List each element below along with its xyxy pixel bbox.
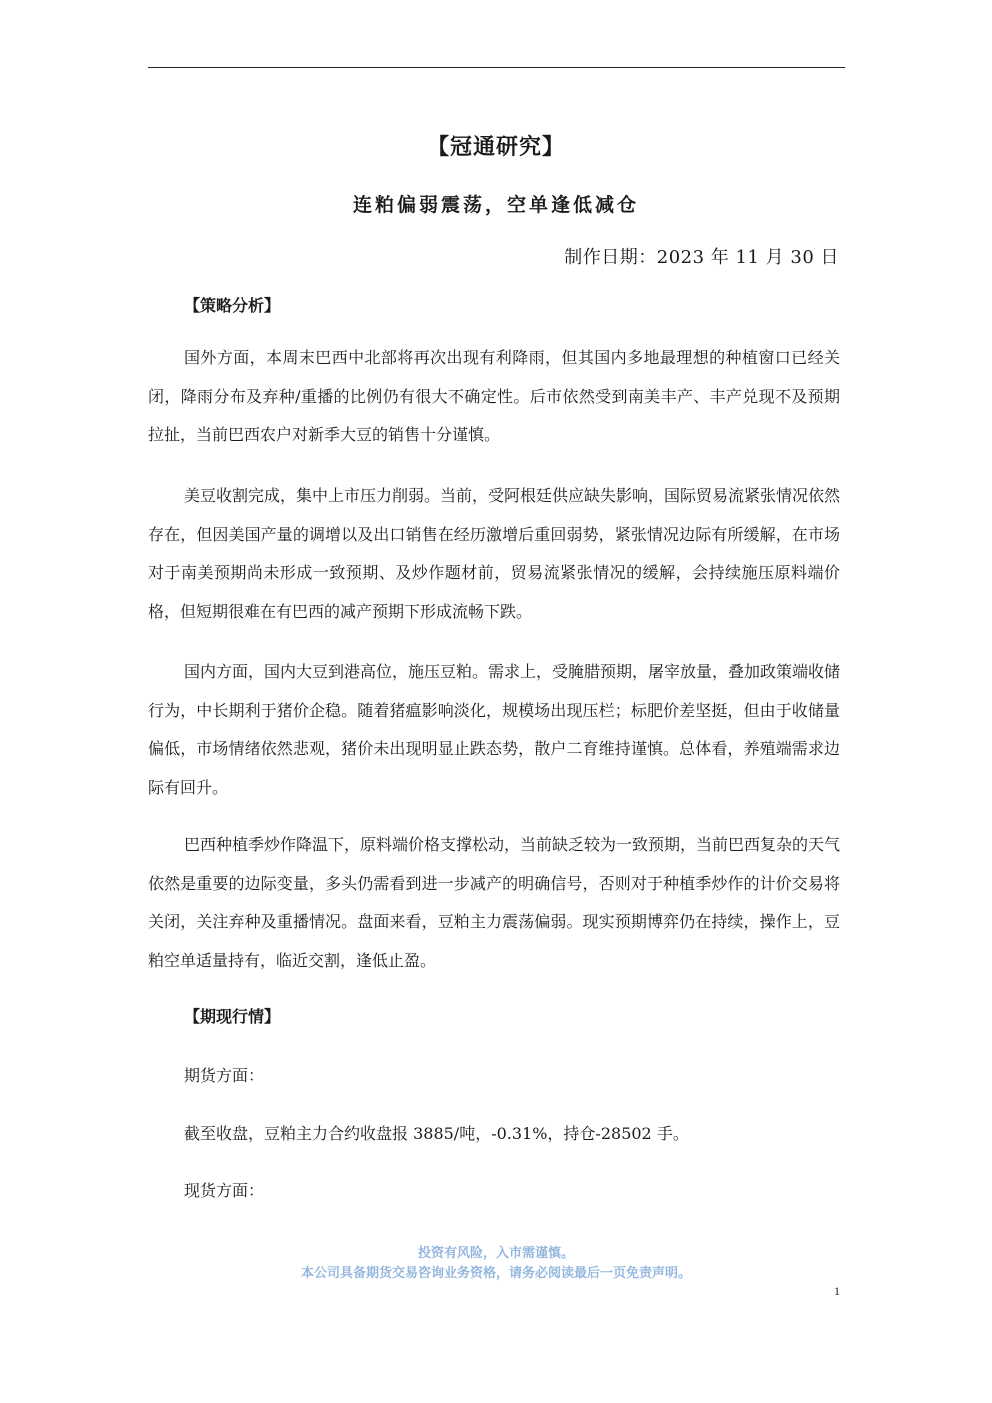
strategy-paragraph-2: 美豆收割完成，集中上市压力削弱。当前，受阿根廷供应缺失影响，国际贸易流紧张情况依然存在，但因美国产量的调增以及出口销售在经历激增后重回弱势，紧张情况边际有所缓解，在市场对于南美预期尚未形成一致预期、及炒作题材前，贸易流紧张情况的缓解，会持续施压原料端价格，但短期很难在有巴西的减产预期下形成流畅下跌。 [148,486,841,621]
risk-disclaimer [0,1244,992,1284]
report-date: 制作日期：2023 年 11 月 30 日 [564,247,839,268]
report-title: 连粕偏弱震荡，空单逢低减仓 [352,194,639,216]
spot-label: 现货方面： [184,1181,265,1200]
futures-text: 截至收盘，豆粕主力合约收盘报 3885/吨，-0.31%，持仓-28502 手。 [184,1124,689,1143]
disclaimer-note: 本公司具备期货交易咨询业务资格，请务必阅读最后一页免责声明。 [300,1266,691,1281]
strategy-paragraph-3: 国内方面，国内大豆到港高位，施压豆粕。需求上，受腌腊预期，屠宰放量，叠加政策端收储行为，中长期利于猪价企稳。随着猪瘟影响淡化，规模场出现压栏；标肥价差坚挺，但由于收储量偏低，市场情绪依然悲观，猪价未出现明显止跌态势，散户二育维持谨慎。总体看，养殖端需求边际有回升。 [148,662,841,797]
futures-label: 期货方面： [184,1066,265,1085]
strategy-heading: 【策略分析】 [184,296,281,315]
market-heading: 【期现行情】 [184,1007,281,1026]
strategy-paragraph-1: 国外方面，本周末巴西中北部将再次出现有利降雨，但其国内多地最理想的种植窗口已经关闭，降雨分布及弃种/重播的比例仍有很大不确定性。后市依然受到南美丰产、丰产兑现不及预期拉扯，当前巴西农户对新季大豆的销售十分谨慎。 [148,348,840,444]
org-title: 【冠通研究】 [426,134,565,160]
risk-warning: 投资有风险，入市需谨慎。 [417,1246,574,1261]
page-number: 1 [834,1284,840,1298]
strategy-paragraph-4: 巴西种植季炒作降温下，原料端价格支撑松动，当前缺乏较为一致预期，当前巴西复杂的天气依然是重要的边际变量，多头仍需看到进一步减产的明确信号，否则对于种植季炒作的计价交易将关闭，关注弃种及重播情况。盘面来看，豆粕主力震荡偏弱。现实预期博弈仍在持续，操作上，豆粕空单适量持有，临近交割，逢低止盈。 [148,835,841,970]
header-rule [148,67,845,68]
